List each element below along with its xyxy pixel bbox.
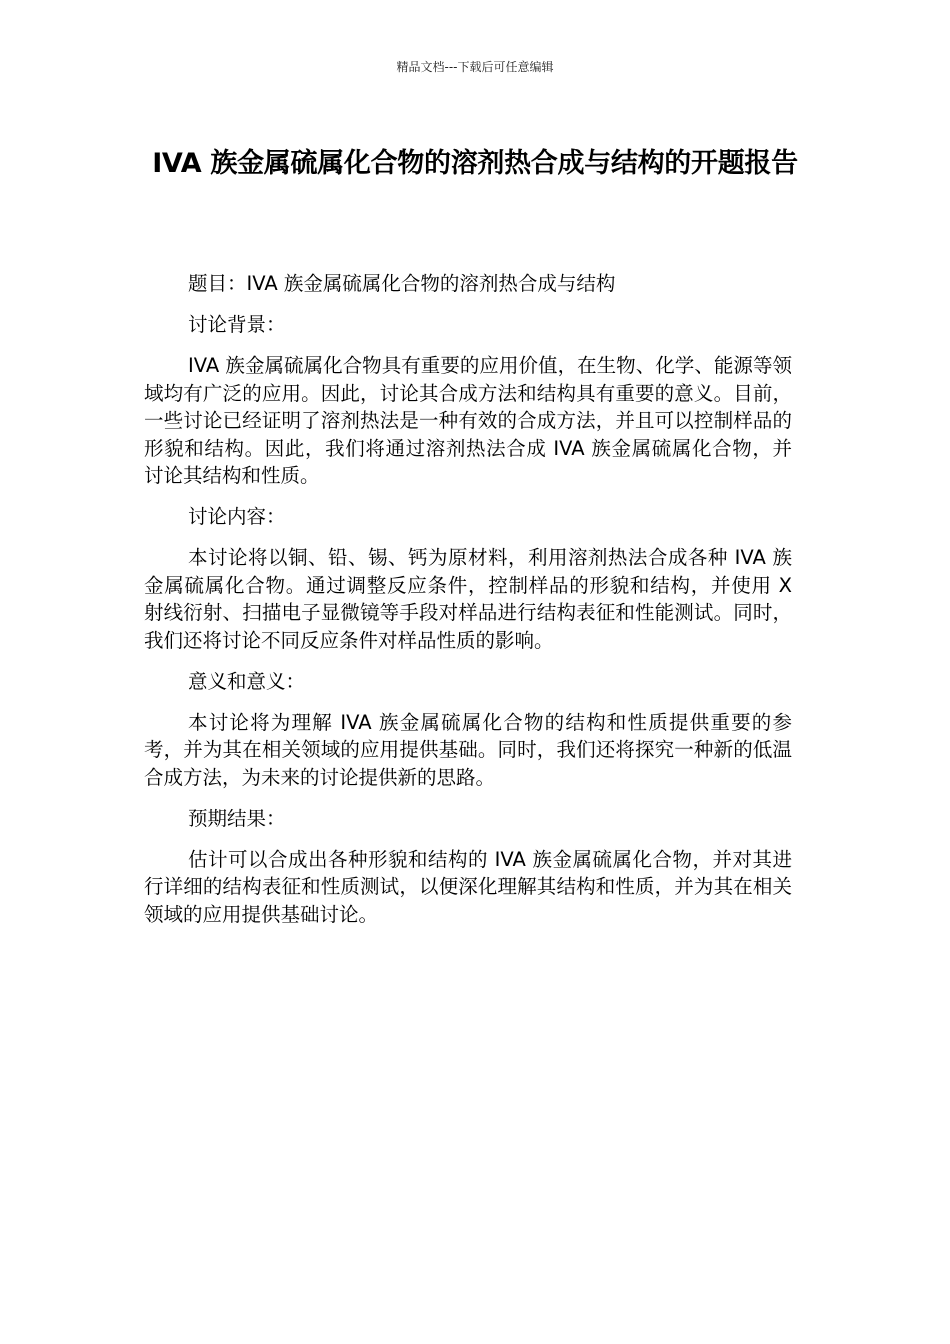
section-heading-background: 讨论背景： — [188, 313, 286, 336]
topic-line: 题目：IVA 族金属硫属化合物的溶剂热合成与结构 — [188, 272, 616, 295]
paragraph-significance: 本讨论将为理解 IVA 族金属硫属化合物的结构和性质提供重要的参考，并为其在相关领域的应用提供基础。同时，我们还将探究一种新的低温合成方法，为未来的讨论提供新的思路。 — [144, 710, 792, 789]
section-heading-significance: 意义和意义： — [188, 669, 306, 693]
paragraph-content: 本讨论将以铜、铅、锡、钙为原材料，利用溶剂热法合成各种 IVA 族金属硫属化合物。通过调整反应条件，控制样品的形貌和结构，并使用 X 射线衍射、扫描电子显微镜等手段对样品进行结构表征和性能测试。同时，我们还将讨论不同反应条件对样品性质的影响。 — [144, 546, 792, 652]
document-body — [144, 270, 792, 942]
section-heading-expected-results: 预期结果： — [188, 806, 286, 830]
paragraph-expected-results: 估计可以合成出各种形貌和结构的 IVA 族金属硫属化合物，并对其进行详细的结构表征和性质测试，以便深化理解其结构和性质，并为其在相关领域的应用提供基础讨论。 — [144, 847, 792, 926]
section-heading-content: 讨论内容： — [188, 505, 286, 528]
header-note: 精品文档---下载后可任意编辑 — [396, 60, 554, 74]
paragraph-background: IVA 族金属硫属化合物具有重要的应用价值，在生物、化学、能源等领域均有广泛的应用。因此，讨论其合成方法和结构具有重要的意义。目前，一些讨论已经证明了溶剂热法是一种有效的合成方法，并且可以控制样品的形貌和结构。因此，我们将通过溶剂热法合成 IVA 族金属硫属化合物，并讨论其结构和性质。 — [144, 354, 792, 487]
document-title: IVA 族金属硫属化合物的溶剂热合成与结构的开题报告 — [152, 148, 798, 179]
